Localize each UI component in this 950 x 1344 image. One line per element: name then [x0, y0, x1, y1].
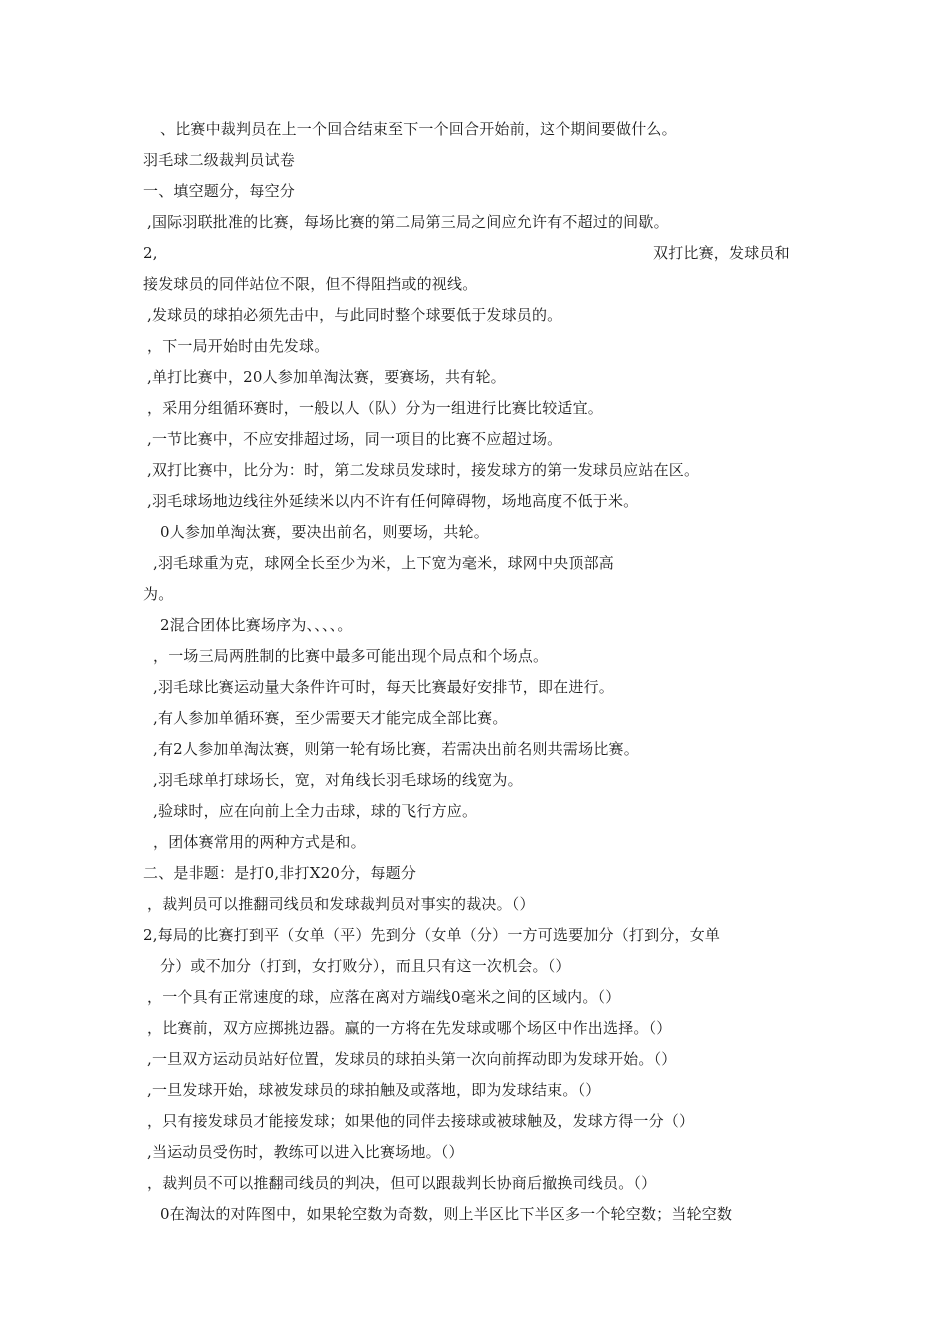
question-line: 2,每局的比赛打到平（女单（平）先到分（女单（分）一方可选要加分（打到分，女单: [143, 926, 721, 944]
document-title: 羽毛球二级裁判员试卷: [143, 151, 296, 169]
question-line: ，团体赛常用的两种方式是和。: [153, 833, 366, 851]
question-line: ，比赛前，双方应掷挑边器。赢的一方将在先发球或哪个场区中作出选择。（）: [147, 1019, 672, 1037]
question-line: ,羽毛球重为克，球网全长至少为米，上下宽为毫米，球网中央顶部高: [153, 554, 614, 572]
section-heading: 二、是非题：是打0,非打X20分，每题分: [143, 864, 417, 882]
question-line: ,当运动员受伤时，教练可以进入比赛场地。（）: [147, 1143, 464, 1161]
question-line: ,羽毛球场地边线往外延续米以内不许有任何障碍物，场地高度不低于米。: [147, 492, 639, 510]
question-line: ,一节比赛中，不应安排超过场，同一项目的比赛不应超过场。: [147, 430, 563, 448]
question-line: ,有2人参加单淘汰赛，则第一轮有场比赛，若需决出前名则共需场比赛。: [153, 740, 639, 758]
question-line: ，只有接发球员才能接发球；如果他的同伴去接球或被球触及，发球方得一分（）: [147, 1112, 695, 1130]
question-line: 接发球员的同伴站位不限，但不得阻挡或的视线。: [143, 275, 478, 293]
question-line: ，采用分组循环赛时，一般以人（队）分为一组进行比赛比较适宜。: [147, 399, 604, 417]
question-line: ,有人参加单循环赛，至少需要天才能完成全部比赛。: [153, 709, 508, 727]
question-line: 双打比赛，发球员和: [653, 244, 790, 262]
question-line: ,羽毛球比赛运动量大条件许可时，每天比赛最好安排节，即在进行。: [153, 678, 614, 696]
question-line: 0人参加单淘汰赛，要决出前名，则要场，共轮。: [160, 523, 489, 541]
question-line: ,一旦双方运动员站好位置，发球员的球拍头第一次向前挥动即为发球开始。（）: [147, 1050, 677, 1068]
question-line: ,一旦发球开始，球被发球员的球拍触及或落地，即为发球结束。（）: [147, 1081, 601, 1099]
question-line: ，一场三局两胜制的比赛中最多可能出现个局点和个场点。: [153, 647, 549, 665]
question-line: ,发球员的球拍必须先击中，与此同时整个球要低于发球员的。: [147, 306, 563, 324]
question-line: ，裁判员不可以推翻司线员的判决，但可以跟裁判长协商后撤换司线员。（）: [147, 1174, 657, 1192]
question-line: 为。: [143, 585, 174, 603]
question-line: ，一个具有正常速度的球，应落在离对方端线0毫米之间的区域内。（）: [147, 988, 621, 1006]
question-line: 分）或不加分（打到，女打败分），而且只有这一次机会。（）: [160, 957, 571, 975]
section-heading: 一、填空题分，每空分: [143, 182, 296, 200]
question-line: ，下一局开始时由先发球。: [147, 337, 330, 355]
question-line: 0在淘汰的对阵图中，如果轮空数为奇数，则上半区比下半区多一个轮空数；当轮空数: [160, 1205, 733, 1223]
question-line: ,国际羽联批准的比赛，每场比赛的第二局第三局之间应允许有不超过的间歇。: [147, 213, 669, 231]
question-number: 2,: [143, 244, 158, 262]
question-line: ,单打比赛中，20人参加单淘汰赛，要赛场，共有轮。: [147, 368, 506, 386]
question-line: ,羽毛球单打球场长，宽，对角线长羽毛球场的线宽为。: [153, 771, 523, 789]
question-line: 2混合团体比赛场序为、、、、。: [160, 616, 353, 634]
question-line: ,双打比赛中，比分为：时，第二发球员发球时，接发球方的第一发球员应站在区。: [147, 461, 700, 479]
question-line: ，裁判员可以推翻司线员和发球裁判员对事实的裁决。（）: [147, 895, 535, 913]
question-line: ,验球时，应在向前上全力击球，球的飞行方应。: [153, 802, 478, 820]
question-line: 、比赛中裁判员在上一个回合结束至下一个回合开始前，这个期间要做什么。: [160, 120, 677, 138]
